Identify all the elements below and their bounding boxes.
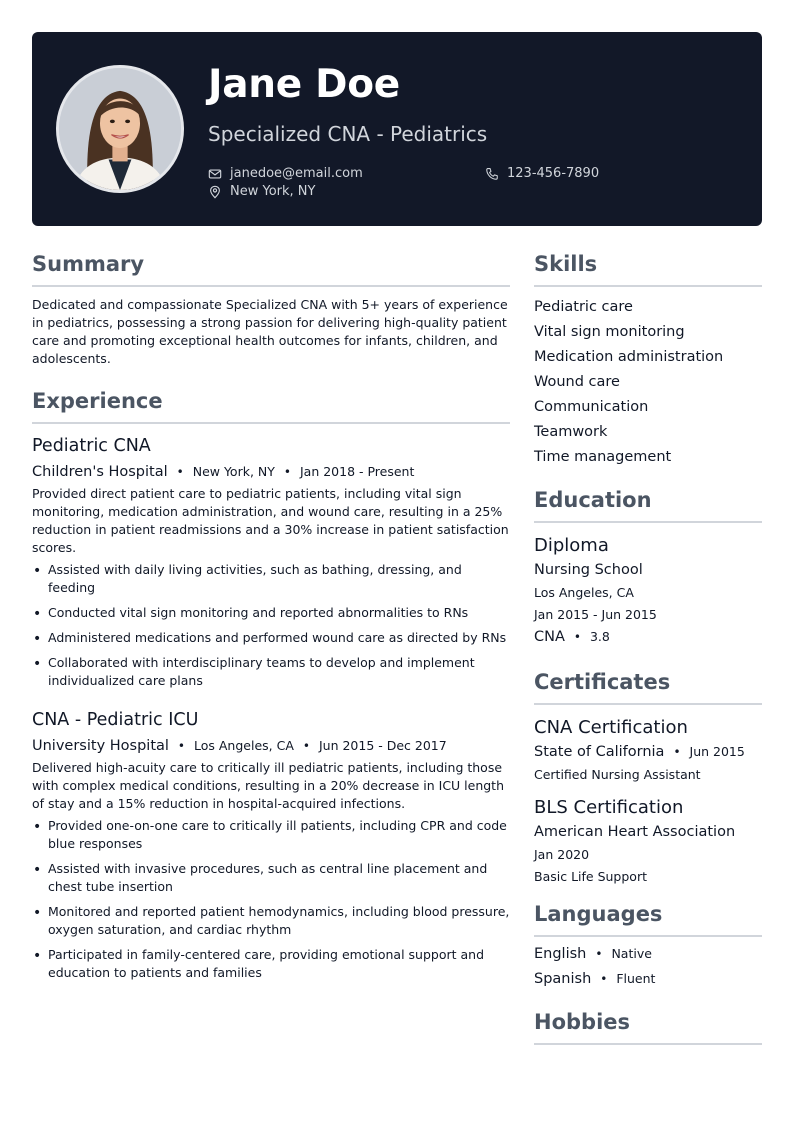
certificate-name: BLS Certification xyxy=(534,797,684,818)
language-item xyxy=(534,971,762,987)
job-bullets xyxy=(32,561,510,690)
language-name: English xyxy=(534,946,587,962)
job-dates: Jun 2015 - Dec 2017 xyxy=(318,738,447,753)
certificate-issuer: American Heart Association xyxy=(534,824,736,840)
main-column xyxy=(32,252,510,989)
location-pin-icon xyxy=(208,185,222,199)
job-location: Los Angeles, CA xyxy=(194,738,294,753)
languages-list xyxy=(534,946,762,987)
certificate-description: Certified Nursing Assistant xyxy=(534,767,701,782)
languages-heading: Languages xyxy=(534,902,762,937)
separator-dot: • xyxy=(573,630,581,644)
job-meta xyxy=(32,464,510,480)
skill-item: Teamwork xyxy=(534,424,608,440)
mail-icon xyxy=(208,167,222,181)
job-location: New York, NY xyxy=(192,464,275,479)
certificate-issuer: State of California xyxy=(534,744,665,760)
gpa-label: CNA xyxy=(534,629,565,645)
job-entry xyxy=(32,436,510,690)
job-employer: Children's Hospital xyxy=(32,464,168,480)
phone-icon xyxy=(485,167,499,181)
job-title: CNA - Pediatric ICU xyxy=(32,710,199,730)
skills-heading: Skills xyxy=(534,252,762,287)
separator-dot: • xyxy=(176,465,184,479)
language-name: Spanish xyxy=(534,971,592,987)
job-bullet: • Assisted with invasive procedures, such as central line placement and chest tube insertion xyxy=(32,860,510,896)
languages-section xyxy=(534,902,762,987)
job-entry xyxy=(32,710,510,982)
location-text: New York, NY xyxy=(230,184,316,199)
job-title: Pediatric CNA xyxy=(32,436,151,456)
job-bullet: • Provided one-on-one care to critically ill patients, including CPR and code blue responses xyxy=(32,817,510,853)
language-item xyxy=(534,946,762,962)
job-bullet: • Participated in family-centered care, providing emotional support and education to patients and families xyxy=(32,946,510,982)
certificates-section xyxy=(534,670,762,884)
skill-item: Communication xyxy=(534,399,649,415)
certificates-heading: Certificates xyxy=(534,670,762,705)
skills-list xyxy=(534,295,762,470)
certificate-meta xyxy=(534,824,762,840)
experience-heading: Experience xyxy=(32,389,510,424)
separator-dot: • xyxy=(177,739,185,753)
summary-heading: Summary xyxy=(32,252,510,287)
job-description: Provided direct patient care to pediatric patients, including vital sign monitoring, medication administration, and wound care, resulting in a 25% reduction in patient readmissions and a 30% increase in patient satisfaction scores. xyxy=(32,486,509,555)
summary-text: Dedicated and compassionate Specialized CNA with 5+ years of experience in pediatrics, possessing a strong passion for delivering high-quality patient care and promoting exceptional health outcomes for infants, children, and adolescents. xyxy=(32,297,508,366)
job-employer: University Hospital xyxy=(32,738,169,754)
job-bullet: • Monitored and reported patient hemodynamics, including blood pressure, oxygen saturation, and cardiac rhythm xyxy=(32,903,510,939)
hobbies-heading: Hobbies xyxy=(534,1010,762,1045)
resume-header xyxy=(32,32,762,226)
separator-dot: • xyxy=(302,739,310,753)
candidate-headline: Specialized CNA - Pediatrics xyxy=(208,122,488,146)
separator-dot: • xyxy=(595,947,603,961)
candidate-name: Jane Doe xyxy=(208,62,400,107)
hobbies-section xyxy=(534,1010,762,1045)
job-bullet: • Administered medications and performed wound care as directed by RNs xyxy=(32,629,510,647)
education-school: Nursing School xyxy=(534,562,643,578)
summary-section xyxy=(32,252,510,368)
certificate-meta xyxy=(534,744,762,760)
certificate-entry xyxy=(534,717,762,782)
separator-dot: • xyxy=(673,745,681,759)
education-section xyxy=(534,488,762,645)
job-bullet: • Collaborated with interdisciplinary teams to develop and implement individualized care plans xyxy=(32,654,510,690)
skill-item: Time management xyxy=(534,449,672,465)
profile-photo xyxy=(56,65,184,193)
gpa-value: 3.8 xyxy=(589,629,610,644)
job-description: Delivered high-acuity care to critically ill pediatric patients, including those with complex medical conditions, resulting in a 20% decrease in ICU length of stay and a 15% reduction in hospital-acquired infections. xyxy=(32,760,505,811)
phone-text: 123-456-7890 xyxy=(507,166,600,181)
contact-email[interactable] xyxy=(208,166,363,181)
job-bullet: • Conducted vital sign monitoring and reported abnormalities to RNs xyxy=(32,604,510,622)
contact-phone[interactable] xyxy=(485,166,599,181)
job-dates: Jan 2018 - Present xyxy=(299,464,415,479)
portrait-image xyxy=(59,68,181,190)
skill-item: Pediatric care xyxy=(534,299,633,315)
skill-item: Medication administration xyxy=(534,349,724,365)
education-heading: Education xyxy=(534,488,762,523)
job-bullet: • Assisted with daily living activities, such as bathing, dressing, and feeding xyxy=(32,561,510,597)
education-location: Los Angeles, CA xyxy=(534,585,634,600)
education-degree: Diploma xyxy=(534,535,609,556)
skill-item: Wound care xyxy=(534,374,620,390)
job-bullets xyxy=(32,817,510,982)
education-gpa xyxy=(534,629,762,645)
language-level: Native xyxy=(611,946,652,961)
separator-dot: • xyxy=(283,465,291,479)
language-level: Fluent xyxy=(616,971,656,986)
separator-dot: • xyxy=(600,972,608,986)
job-meta xyxy=(32,738,510,754)
certificate-date: Jan 2020 xyxy=(534,847,590,862)
skills-section xyxy=(534,252,762,470)
certificate-date: Jun 2015 xyxy=(689,744,745,759)
certificate-entry xyxy=(534,797,762,884)
certificate-description: Basic Life Support xyxy=(534,869,647,884)
certificate-name: CNA Certification xyxy=(534,717,688,738)
experience-section xyxy=(32,389,510,982)
contact-location xyxy=(208,184,315,199)
side-column xyxy=(534,252,762,1045)
education-dates: Jan 2015 - Jun 2015 xyxy=(534,607,657,622)
skill-item: Vital sign monitoring xyxy=(534,324,685,340)
email-text: janedoe@email.com xyxy=(230,166,363,181)
